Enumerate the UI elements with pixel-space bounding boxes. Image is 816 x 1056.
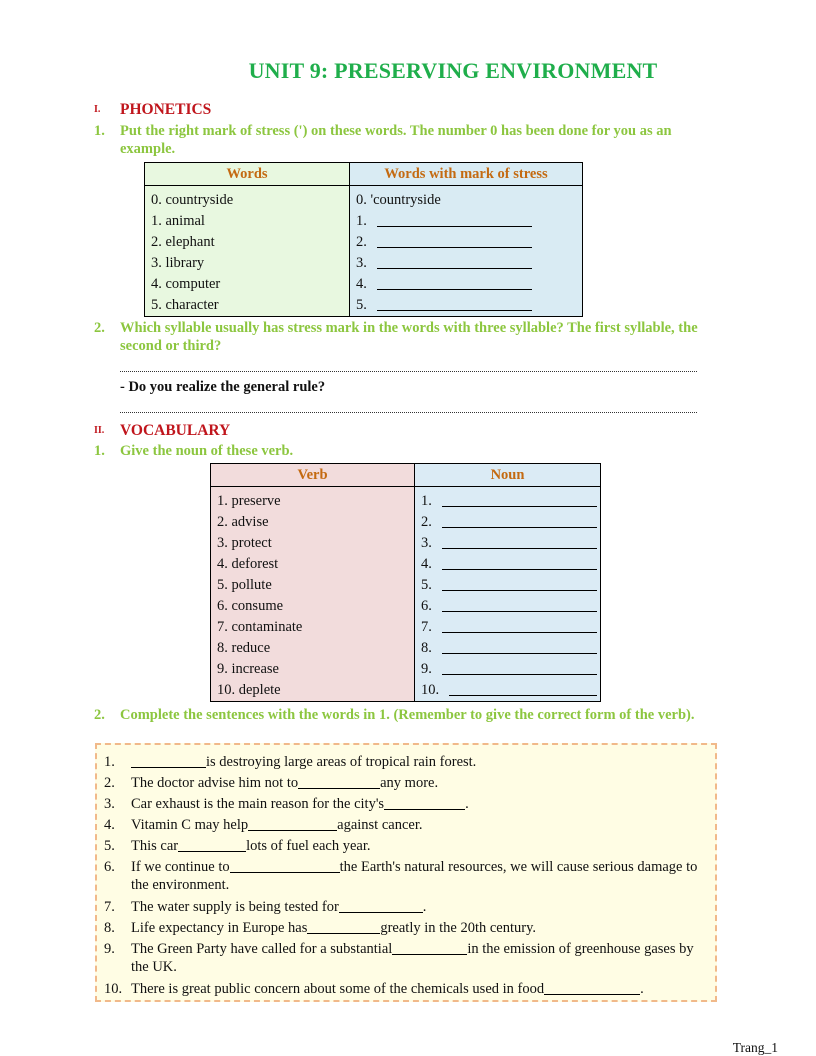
sentence-item	[104, 919, 704, 937]
verb-item: 10. deplete	[217, 682, 281, 698]
column-header-stress: Words with mark of stress	[350, 163, 583, 186]
word-item: 2. elephant	[151, 234, 215, 250]
sentence-text: the Earth's natural resources, we will cause serious damage to the environment.	[131, 859, 698, 893]
answer-number: 3.	[356, 255, 367, 271]
sentence-blank[interactable]	[544, 980, 640, 995]
column-header-verb: Verb	[211, 464, 415, 487]
section-heading-phonetics	[94, 101, 211, 119]
task-instruction: Give the noun of these verb.	[120, 443, 294, 459]
sentence-text: Life expectancy in Europe has	[131, 920, 308, 936]
sentence-text: any more.	[380, 775, 439, 791]
answer-line	[356, 295, 582, 316]
sentence-number: 4.	[104, 817, 115, 833]
answer-number: 5.	[421, 577, 432, 593]
sentence-item	[104, 816, 704, 834]
answer-blank[interactable]	[442, 513, 597, 528]
answer-blank[interactable]	[377, 254, 532, 269]
answer-number: 2.	[356, 234, 367, 250]
sentence-number: 3.	[104, 796, 115, 812]
sentence-text: .	[422, 899, 427, 915]
answer-blank[interactable]	[442, 555, 597, 570]
task-instruction: Put the right mark of stress (') on these words. The number 0 has been done for you as an example.	[120, 123, 672, 157]
answer-blank[interactable]	[377, 233, 532, 248]
answer-blank[interactable]	[442, 597, 597, 612]
answer-blank[interactable]	[442, 639, 597, 654]
answer-number: 10.	[421, 682, 440, 698]
page-title: UNIT 9: PRESERVING ENVIRONMENT	[248, 58, 658, 83]
sentence-item	[104, 940, 704, 976]
task-number: 2.	[94, 707, 105, 723]
sentence-blank[interactable]	[248, 816, 337, 831]
sentence-item	[104, 795, 704, 813]
word-item: 5. character	[151, 297, 219, 313]
verb-item: 7. contaminate	[217, 619, 303, 635]
sentence-item	[104, 858, 704, 894]
answer-line	[421, 638, 600, 659]
task-number: 2.	[94, 320, 105, 336]
answer-line	[356, 232, 582, 253]
sentence-text: Vitamin C may help	[131, 817, 249, 833]
task-instruction: Complete the sentences with the words in 1. (Remember to give the correct form of the verb).	[120, 707, 695, 723]
answer-line	[421, 512, 600, 533]
sentence-item	[104, 980, 704, 998]
sentence-text: greatly in the 20th century.	[380, 920, 537, 936]
answer-blank[interactable]	[377, 212, 532, 227]
sentence-text: The water supply is being tested for	[131, 899, 339, 915]
answer-number: 8.	[421, 640, 432, 656]
answer-line	[421, 575, 600, 596]
verb-item: 2. advise	[217, 514, 269, 530]
sentence-text: The Green Party have called for a substantial	[131, 941, 393, 957]
verb-noun-table	[210, 463, 601, 702]
answer-number: 4.	[421, 556, 432, 572]
sentence-blank[interactable]	[178, 837, 246, 852]
sentence-number: 9.	[104, 941, 115, 957]
sentence-text: against cancer.	[337, 817, 423, 833]
answer-number: 3.	[421, 535, 432, 551]
sentence-number: 5.	[104, 838, 115, 854]
section-number: II.	[94, 425, 105, 436]
answer-number: 5.	[356, 297, 367, 313]
column-header-noun: Noun	[415, 464, 601, 487]
sentence-text: Car exhaust is the main reason for the city's	[131, 796, 385, 812]
page-number: Trang_1	[732, 1040, 778, 1055]
answer-blank[interactable]	[442, 492, 597, 507]
verb-item: 9. increase	[217, 661, 279, 677]
sentence-blank[interactable]	[298, 774, 380, 789]
sentence-text: There is great public concern about some of the chemicals used in food	[131, 981, 545, 997]
answer-line	[421, 596, 600, 617]
word-item: 0. countryside	[151, 192, 234, 208]
answer-line	[356, 253, 582, 274]
answer-dotted-line[interactable]	[120, 411, 697, 413]
word-item: 3. library	[151, 255, 205, 271]
answer-number: 7.	[421, 619, 432, 635]
sentence-text: .	[640, 981, 644, 997]
answer-number: 6.	[421, 598, 432, 614]
verbs-cell	[211, 487, 415, 702]
task-number: 1.	[94, 123, 105, 139]
section-title: PHONETICS	[120, 101, 212, 118]
words-cell	[145, 186, 350, 317]
sentence-blank[interactable]	[384, 795, 465, 810]
answer-blank[interactable]	[442, 576, 597, 591]
sentence-blank[interactable]	[392, 940, 467, 955]
answer-blank[interactable]	[442, 660, 597, 675]
phonetics-task-2	[94, 319, 714, 355]
sentence-text: .	[465, 796, 469, 812]
verb-item: 5. pollute	[217, 577, 272, 593]
answer-blank[interactable]	[449, 681, 597, 696]
task-number: 1.	[94, 443, 105, 459]
stress-table	[144, 162, 583, 317]
answer-line	[421, 533, 600, 554]
sentence-number: 7.	[104, 899, 115, 915]
answer-line	[421, 659, 600, 680]
sentence-item	[104, 898, 704, 916]
answer-blank[interactable]	[377, 275, 532, 290]
sentence-text: If we continue to	[131, 859, 230, 875]
column-header-words: Words	[145, 163, 350, 186]
answer-line	[421, 680, 600, 701]
section-heading-vocabulary	[94, 422, 230, 440]
sentence-blank[interactable]	[339, 898, 423, 913]
answer-line	[356, 274, 582, 295]
sentence-number: 1.	[104, 754, 115, 770]
answer-number: 4.	[356, 276, 367, 292]
word-item: 4. computer	[151, 276, 221, 292]
stress-answers-cell	[350, 186, 583, 317]
sentence-text: in the emission of greenhouse gases by the UK.	[131, 941, 694, 975]
section-number: I.	[94, 104, 101, 115]
section-title: VOCABULARY	[120, 422, 231, 439]
word-item: 1. animal	[151, 213, 205, 229]
sentence-item	[104, 837, 704, 855]
answer-number: 9.	[421, 661, 432, 677]
noun-answers-cell	[415, 487, 601, 702]
vocabulary-task-1	[94, 442, 714, 460]
answer-blank[interactable]	[377, 296, 532, 311]
verb-item: 3. protect	[217, 535, 272, 551]
answer-line	[421, 617, 600, 638]
verb-item: 1. preserve	[217, 493, 281, 509]
answer-blank[interactable]	[442, 534, 597, 549]
answer-number: 1.	[356, 213, 367, 229]
verb-item: 4. deforest	[217, 556, 279, 572]
verb-item: 8. reduce	[217, 640, 271, 656]
sentence-item	[104, 774, 704, 792]
answer-number: 2.	[421, 514, 432, 530]
answer-example: 0. 'countryside	[356, 192, 441, 208]
answer-line	[421, 491, 600, 512]
sentence-blank[interactable]	[131, 753, 206, 768]
answer-line	[356, 211, 582, 232]
verb-item: 6. consume	[217, 598, 284, 614]
answer-dotted-line[interactable]	[120, 370, 697, 372]
sentence-text: The doctor advise him not to	[131, 775, 299, 791]
sentence-text: This car	[131, 838, 179, 854]
sentence-number: 10.	[104, 981, 123, 997]
sentence-blank[interactable]	[307, 919, 380, 934]
sentence-text: is destroying large areas of tropical rain forest.	[206, 754, 477, 770]
sentence-number: 8.	[104, 920, 115, 936]
sentence-number: 6.	[104, 859, 115, 875]
answer-blank[interactable]	[442, 618, 597, 633]
sentence-blank[interactable]	[230, 858, 340, 873]
general-rule-question: - Do you realize the general rule?	[120, 379, 326, 395]
answer-line	[421, 554, 600, 575]
phonetics-task-1	[94, 122, 714, 158]
sentence-text: lots of fuel each year.	[246, 838, 371, 854]
answer-number: 1.	[421, 493, 432, 509]
vocabulary-task-2	[94, 706, 714, 724]
sentence-item	[104, 753, 704, 771]
sentence-number: 2.	[104, 775, 115, 791]
task-instruction: Which syllable usually has stress mark in the words with three syllable? The first syllable, the second or third?	[120, 320, 698, 354]
